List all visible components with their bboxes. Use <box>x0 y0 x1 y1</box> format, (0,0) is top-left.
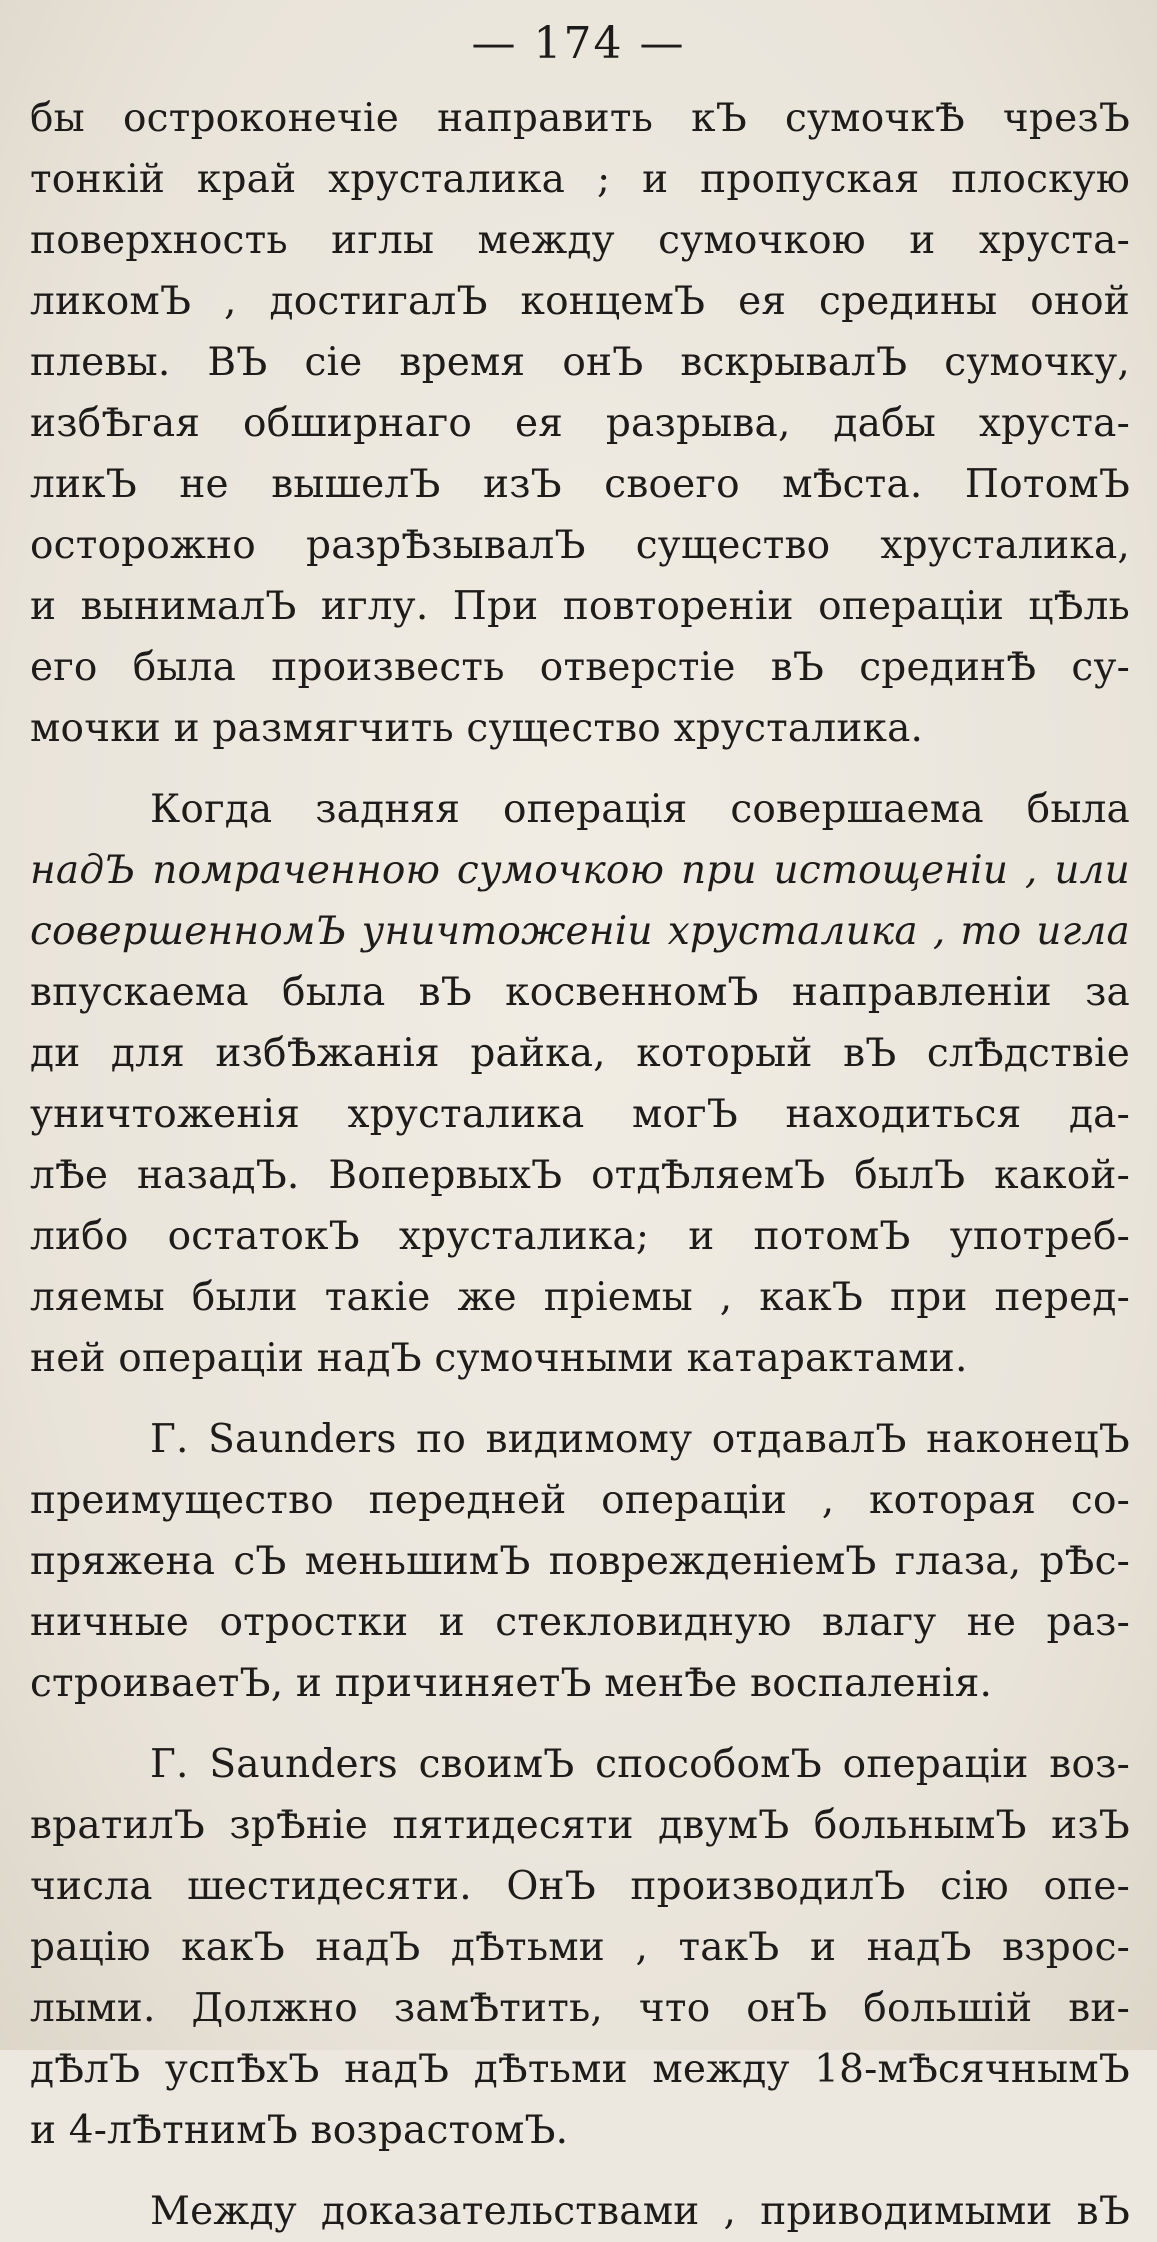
text-line: числа шестидесяти. ОнЪ производилЪ сію опе- <box>30 1864 1130 1909</box>
text-line: ликомЪ , достигалЪ концемЪ ея средины оной <box>30 279 1130 324</box>
text-line: ляемы были такіе же пріемы , какЪ при перед- <box>30 1275 1130 1320</box>
text-line: надЪ помраченною сумочкою при истощеніи , или <box>30 848 1130 893</box>
text-line: и вынималЪ иглу. При повтореніи операціи цѢль <box>30 584 1130 629</box>
text-line: ди для избѢжанія райка, который вЪ слѢдствіе <box>30 1031 1130 1076</box>
paragraph <box>30 779 1130 1389</box>
page-text <box>30 88 1130 2242</box>
text-line: пряжена сЪ меньшимЪ поврежденіемЪ глаза, рѢс- <box>30 1539 1130 1584</box>
text-line: совершенномЪ уничтоженіи хрусталика , то игла <box>30 909 1130 954</box>
text-line: ликЪ не вышелЪ изЪ своего мѢста. ПотомЪ <box>30 462 1130 507</box>
paragraph <box>30 1734 1130 2161</box>
text-line: уничтоженія хрусталика могЪ находиться да- <box>30 1092 1130 1137</box>
text-line: избѢгая обширнаго ея разрыва, дабы хруста- <box>30 401 1130 446</box>
text-line: осторожно разрѢзывалЪ существо хрусталика, <box>30 523 1130 568</box>
text-line: преимущество передней операціи , которая со- <box>30 1478 1130 1523</box>
page-number: — 174 — <box>471 18 686 69</box>
text-line: Г. Saunders по видимому отдавалЪ наконецЪ <box>150 1417 1130 1462</box>
paragraph <box>30 2181 1130 2242</box>
text-line: его была произвесть отверстіе вЪ срединѢ су- <box>30 645 1130 690</box>
text-line: дѢлЪ успѢхЪ надЪ дѢтьми между 18-мѢсячнымЪ <box>30 2047 1130 2092</box>
text-line: впускаема была вЪ косвенномЪ направленіи за <box>30 970 1130 1015</box>
text-line: лѢе назадЪ. ВопервыхЪ отдѢляемЪ былЪ какой- <box>30 1153 1130 1198</box>
text-line: бы остроконечіе направить кЪ сумочкѢ чрезЪ <box>30 96 1130 141</box>
text-line: ней операціи надЪ сумочными катарактами. <box>30 1336 968 1381</box>
text-line: поверхность иглы между сумочкою и хруста- <box>30 218 1130 263</box>
text-line: тонкій край хрусталика ; и пропуская плоскую <box>30 157 1130 202</box>
text-line: строиваетЪ, и причиняетЪ менѢе воспаленія. <box>30 1661 993 1706</box>
text-line: ничные отростки и стекловидную влагу не раз- <box>30 1600 1130 1645</box>
text-line: плевы. ВЪ сіе время онЪ вскрывалЪ сумочку, <box>30 340 1130 385</box>
text-line: Когда задняя операція совершаема была <box>150 787 1130 832</box>
text-line: и 4-лѢтнимЪ возрастомЪ. <box>30 2108 569 2153</box>
text-line: Между доказательствами , приводимыми вЪ <box>150 2189 1130 2234</box>
paragraph <box>30 88 1130 759</box>
paragraph <box>30 1409 1130 1714</box>
text-line: вратилЪ зрѢніе пятидесяти двумЪ больнымЪ изЪ <box>30 1803 1130 1848</box>
text-line: Г. Saunders своимЪ способомЪ операціи воз- <box>150 1742 1130 1787</box>
text-line: лыми. Должно замѢтить, что онЪ большій ви- <box>30 1986 1130 2031</box>
text-line: либо остатокЪ хрусталика; и потомЪ употреб- <box>30 1214 1130 1259</box>
text-line: рацію какЪ надЪ дѢтьми , такЪ и надЪ взрос- <box>30 1925 1130 1970</box>
text-line: мочки и размягчить существо хрусталика. <box>30 706 924 751</box>
